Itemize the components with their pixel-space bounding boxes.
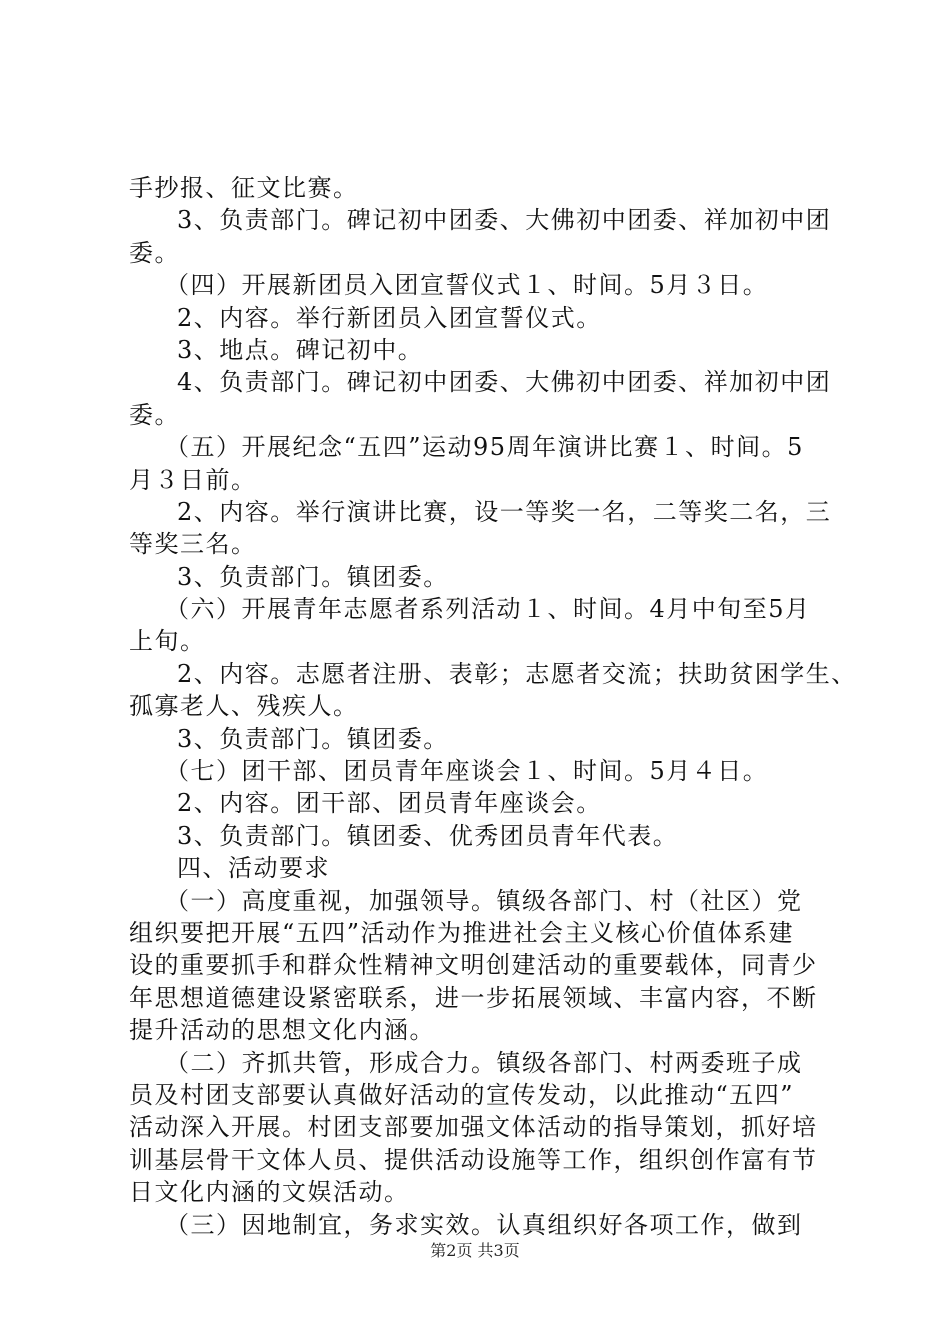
text-line: 3、负责部门。镇团委。: [177, 724, 449, 753]
text-line: 手抄报、征文比赛。: [129, 174, 359, 202]
text-line: 组织要把开展“五四”活动作为推进社会主义核心价值体系建: [129, 918, 795, 947]
text-line: 4、负责部门。碑记初中团委、大佛初中团委、祥加初中团: [177, 368, 832, 397]
text-line: （三）因地制宜，务求实效。认真组织好各项工作，做到: [165, 1210, 803, 1239]
text-line: 3、地点。碑记初中。: [177, 335, 424, 364]
text-line: 委。: [129, 238, 180, 267]
text-line: 3、负责部门。碑记初中团委、大佛初中团委、祥加初中团: [177, 206, 832, 235]
text-line: 年思想道德建设紧密联系，进一步拓展领域、丰富内容，不断: [129, 983, 818, 1012]
text-line: 设的重要抓手和群众性精神文明创建活动的重要载体，同青少: [129, 951, 818, 980]
text-line: 2、内容。举行新团员入团宣誓仪式。: [177, 303, 602, 332]
text-line: 活动深入开展。村团支部要加强文体活动的指导策划，抓好培: [129, 1113, 818, 1142]
text-line: 等奖三名。: [129, 530, 257, 559]
text-line: 3、负责部门。镇团委、优秀团员青年代表。: [177, 821, 679, 850]
text-line: （七）团干部、团员青年座谈会１、时间。5月４日。: [165, 757, 769, 786]
text-line: 训基层骨干文体人员、提供活动设施等工作，组织创作富有节: [129, 1145, 818, 1174]
text-line: 日文化内涵的文娱活动。: [129, 1178, 410, 1207]
text-line: 四、活动要求: [177, 854, 330, 883]
text-line: （二）齐抓共管，形成合力。镇级各部门、村两委班子成: [165, 1048, 803, 1077]
text-line: 2、内容。团干部、团员青年座谈会。: [177, 789, 602, 818]
text-line: 上旬。: [129, 627, 206, 656]
text-line: （五）开展纪念“五四”运动95周年演讲比赛１、时间。5: [165, 433, 804, 462]
text-line: （四）开展新团员入团宣誓仪式１、时间。5月３日。: [165, 271, 769, 300]
text-line: 月３日前。: [129, 465, 257, 494]
text-line: 2、内容。举行演讲比赛，设一等奖一名，二等奖二名，三: [177, 497, 832, 526]
text-line: 3、负责部门。镇团委。: [177, 562, 449, 591]
document-body: [129, 172, 857, 1241]
text-line: 2、内容。志愿者注册、表彰；志愿者交流；扶助贫困学生、: [177, 659, 857, 688]
text-line: 提升活动的思想文化内涵。: [129, 1016, 435, 1045]
page-footer: 第2页 共3页: [430, 1241, 520, 1260]
text-line: 孤寡老人、残疾人。: [129, 692, 359, 721]
text-line: 委。: [129, 400, 180, 429]
text-line: 员及村团支部要认真做好活动的宣传发动，以此推动“五四”: [129, 1080, 795, 1109]
text-line: （一）高度重视，加强领导。镇级各部门、村（社区）党: [165, 886, 803, 915]
text-line: （六）开展青年志愿者系列活动１、时间。4月中旬至5月: [165, 595, 811, 624]
